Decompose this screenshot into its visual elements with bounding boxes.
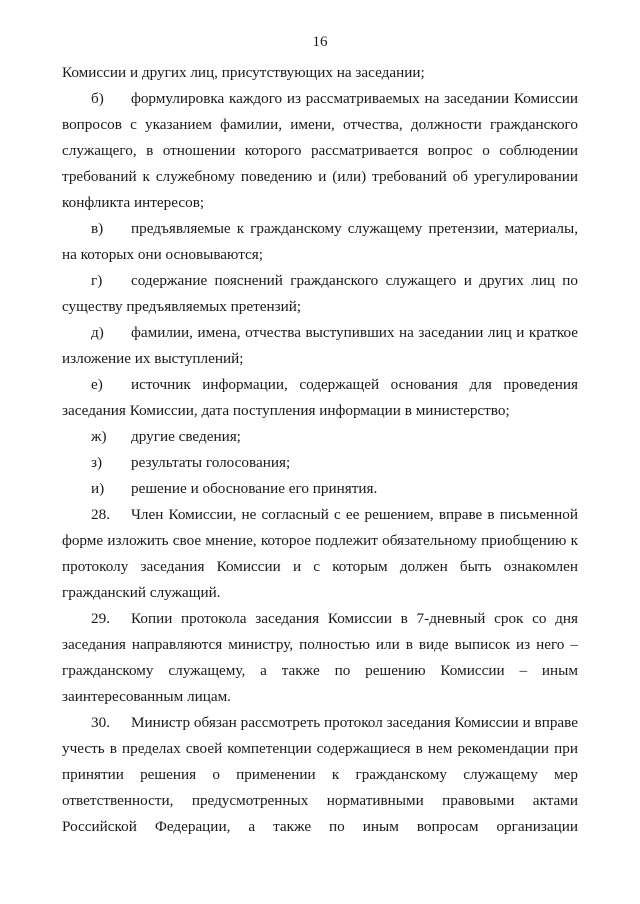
clause-28 [62,502,578,606]
list-marker: е) [91,376,103,393]
paragraph-text: Комиссии и других лиц, присутствующих на заседании; [62,64,425,81]
list-item-text: содержание пояснений гражданского служащего и других лиц по существу предъявляемых претензий; [62,272,578,315]
clause-number: 30. [91,714,110,731]
list-item-z [62,450,578,476]
list-item-text: источник информации, содержащей основания для проведения заседания Комиссии, дата поступления информации в министерство; [62,376,578,419]
list-marker: б) [91,90,104,107]
paragraph-continuation [62,60,578,86]
list-item-e [62,372,578,424]
clause-number: 28. [91,506,110,523]
clause-29 [62,606,578,710]
clause-text: Министр обязан рассмотреть протокол заседания Комиссии и вправе учесть в пределах своей компетенции содержащиеся в нем рекомендации при принятии решения о применении к гражданскому служащему мер ответственности, предусмотренных нормативными правовыми актами Российской Федерации, а также по иным вопросам организации [62,714,578,835]
list-item-text: фамилии, имена, отчества выступивших на заседании лиц и краткое изложение их выступлений; [62,324,578,367]
list-item-g [62,268,578,320]
list-item-text: решение и обоснование его принятия. [131,480,378,497]
list-marker: в) [91,220,104,237]
list-item-d [62,320,578,372]
clause-30 [62,710,578,840]
list-item-text: результаты голосования; [131,454,291,471]
clause-text: Копии протокола заседания Комиссии в 7-дневный срок со дня заседания направляются министру, полностью или в виде выписок из него – гражданскому служащему, а также по решению Комиссии – иным заинтересованным лицам. [62,610,578,705]
list-item-text: формулировка каждого из рассматриваемых на заседании Комиссии вопросов с указанием фамилии, имени, отчества, должности гражданского служащего, в отношении которого рассматривается вопрос о соблюдении требований к служебному поведению и (или) требований об урегулировании конфликта интересов; [62,90,578,211]
list-item-zh [62,424,578,450]
list-marker: д) [91,324,104,341]
list-item-i [62,476,578,502]
list-marker: и) [91,480,105,497]
list-marker: г) [91,272,103,289]
document-body [62,60,578,840]
clause-number: 29. [91,610,110,627]
list-marker: з) [91,454,103,471]
page-number: 16 [312,34,328,50]
list-item-text: другие сведения; [131,428,241,445]
list-item-b [62,86,578,216]
clause-text: Член Комиссии, не согласный с ее решением, вправе в письменной форме изложить свое мнение, которое подлежит обязательному приобщению к протоколу заседания Комиссии и с которым должен быть ознакомлен гражданский служащий. [62,506,578,601]
list-item-v [62,216,578,268]
list-item-text: предъявляемые к гражданскому служащему претензии, материалы, на которых они основываются; [62,220,578,263]
list-marker: ж) [91,428,107,445]
